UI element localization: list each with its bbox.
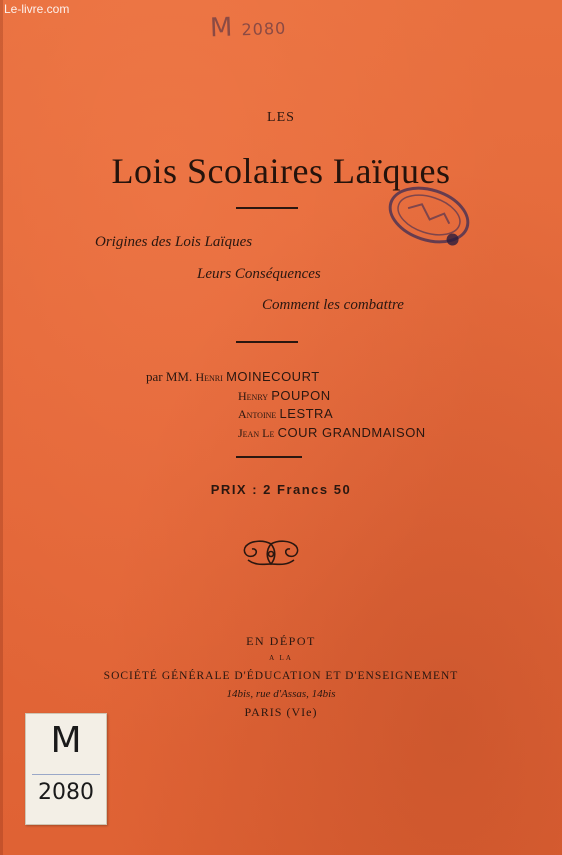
shelf-mark-letter: M <box>209 12 234 44</box>
subtitle-1: Origines des Lois Laïques <box>95 234 253 250</box>
publisher-city: PARIS (VIe) <box>244 705 318 719</box>
divider-rule <box>236 207 298 209</box>
ornament-icon <box>238 538 304 572</box>
author-row <box>146 387 426 406</box>
watermark: Le-livre.com <box>4 2 70 16</box>
title-prefix: LES <box>267 110 295 125</box>
author-row <box>146 424 426 443</box>
author-first-name: Henry <box>238 388 269 403</box>
publisher-address: 14bis, rue d'Assas, 14bis <box>226 688 336 700</box>
publisher-name: SOCIÉTÉ GÉNÉRALE D'ÉDUCATION ET D'ENSEIGNEMENT <box>103 670 459 682</box>
shelf-mark-number: 2080 <box>241 18 287 40</box>
author-first-name: Jean Le <box>238 425 275 440</box>
depot-label: EN DÉPOT <box>246 634 316 648</box>
subtitle-3: Comment les combattre <box>262 297 404 313</box>
subtitle-2: Leurs Conséquences <box>197 266 321 282</box>
divider-rule <box>236 341 298 343</box>
author-last-name: LESTRA <box>279 406 334 421</box>
author-first-name: Henri <box>195 370 223 384</box>
authors-block <box>146 368 426 442</box>
author-last-name: COUR GRANDMAISON <box>277 424 426 440</box>
authors-prefix: par MM. <box>146 369 193 384</box>
library-call-number-label <box>25 713 107 825</box>
author-row <box>146 405 426 424</box>
author-row <box>146 368 426 387</box>
author-last-name: MOINECOURT <box>226 369 320 384</box>
book-title: Lois Scolaires Laïques <box>111 151 451 191</box>
author-last-name: POUPON <box>271 387 331 403</box>
price-label: PRIX : 2 Francs 50 <box>210 482 352 497</box>
shelf-mark-handwritten <box>209 11 286 44</box>
author-first-name: Antoine <box>238 407 277 421</box>
divider-rule <box>236 456 302 458</box>
label-number: 2080 <box>38 780 94 805</box>
label-letter: M <box>50 720 82 761</box>
a-la-label: A LA <box>269 654 293 662</box>
label-rule <box>32 774 100 775</box>
